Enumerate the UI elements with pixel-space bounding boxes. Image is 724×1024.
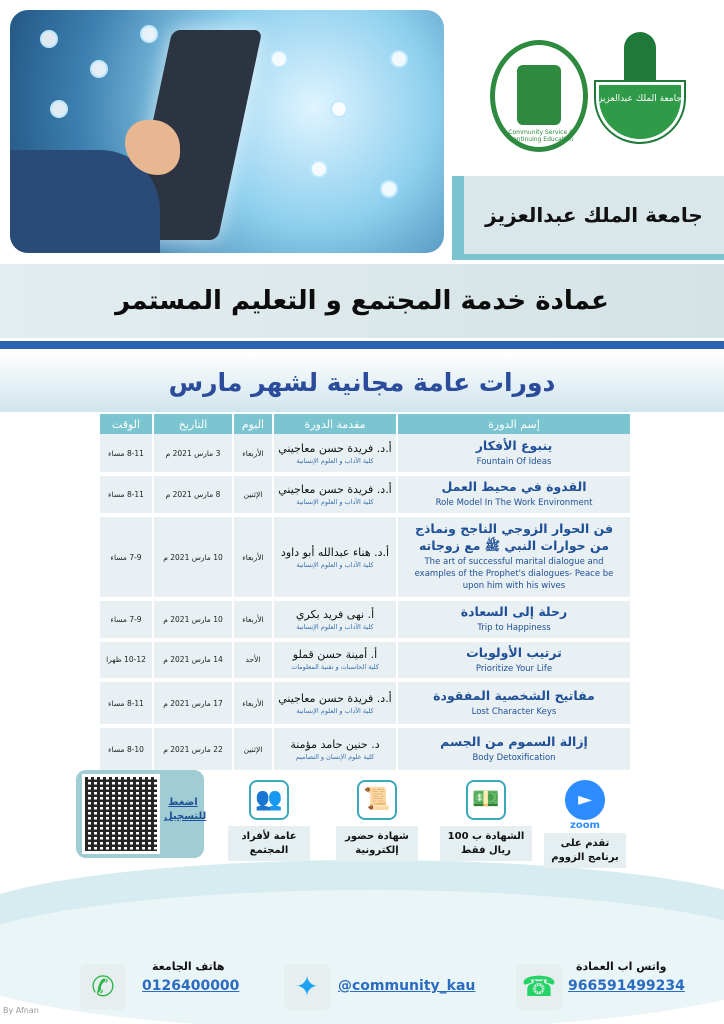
date-cell: 22 مارس 2021 م [154,728,232,774]
course-title-ar: رحلة إلى السعادة [460,604,568,619]
phone-label: هاتف الجامعة [152,960,225,973]
audience-label: عامة لأفراد المجتمع [228,826,310,861]
table-row [100,476,630,517]
presenter-cell [274,601,396,642]
courses-heading-banner [0,352,724,412]
presenter-name: أ.د. فريدة حسن معاجيني [278,441,392,455]
table-row [100,517,630,601]
presenter-college: كلية الآداب و العلوم الإنسانية [296,622,374,631]
presenter-college: كلية الآداب و العلوم الإنسانية [296,498,374,506]
day-cell: الأحد [234,642,272,683]
table-row [100,728,630,774]
column-header: التاريخ [154,414,232,434]
day-cell: الأربعاء [234,517,272,601]
day-cell: الأربعاء [234,601,272,642]
course-name-cell [398,728,630,774]
column-header: مقدمة الدورة [274,414,396,434]
table-row [100,434,630,476]
presenter-name: أ. أمينة حسن قملو [292,648,378,662]
university-name-box [452,176,724,260]
presenter-college: كلية علوم الإنسان و التصاميم [295,752,375,761]
course-title-en: Body Detoxification [472,753,556,764]
course-name-cell [398,682,630,728]
course-title-en: Prioritize Your Life [475,663,553,674]
deanship-banner [0,264,724,338]
date-cell: 10 مارس 2021 م [154,517,232,601]
presenter-college: كلية الحاسبات و تقنية المعلومات [291,663,379,672]
qr-code-icon[interactable] [82,774,160,854]
whatsapp-icon: ☎ [516,964,562,1010]
course-name-cell [398,476,630,517]
presenter-college: كلية الآداب و العلوم الإنسانية [296,706,374,715]
course-title-en: Trip to Happiness [477,623,551,634]
presenter-cell [274,517,396,601]
presenter-cell [274,434,396,476]
course-title-ar: مفاتيح الشخصية المفقودة [433,687,595,703]
register-link[interactable]: اضغط للتسجيل [164,797,207,822]
presenter-name: أ. نهى فريد بكري [295,607,375,621]
presenter-cell [274,682,396,728]
presenter-cell [274,728,396,774]
table-header-row [100,414,630,434]
day-cell: الأربعاء [234,682,272,728]
university-logo [596,32,684,144]
course-title-en: The art of successful marital dialogue and examples of the Prophet's dialogues- Peace be upon him with his wives [414,556,614,592]
course-name-cell [398,434,630,476]
certificate-icon: 📜 [357,780,397,820]
courses-heading: دورات عامة مجانية لشهر مارس [168,367,556,397]
presenter-name: د. حنين حامد مؤمنة [290,737,380,751]
course-title-ar: ترتيب الأولويات [466,644,562,660]
features-row [0,770,724,870]
zoom-label: تقدم على برنامج الزووم [544,833,626,868]
fee-feature [440,780,532,870]
presenter-name: أ.د. فريدة حسن معاجيني [278,483,392,496]
register-card[interactable] [76,770,207,858]
twitter-bird-icon: ✦ [284,964,330,1010]
money-icon: 💵 [466,780,506,820]
network-node-icon [140,25,158,43]
date-cell: 10 مارس 2021 م [154,601,232,642]
watermark: By Afnan [3,1006,39,1015]
courses-table [98,414,632,774]
date-cell: 14 مارس 2021 م [154,642,232,683]
whatsapp-contact [516,958,696,1014]
network-node-icon [310,160,328,178]
course-name-cell [398,601,630,642]
presenter-name: أ.د. هناء عبدالله أبو داود [280,545,390,559]
divider-bar [0,341,724,349]
zoom-feature [544,780,626,870]
university-name: جامعة الملك عبدالعزيز [485,203,703,227]
course-title-en: Fountain Of Ideas [476,456,552,467]
presenter-name: أ.د. فريدة حسن معاجيني [278,691,392,705]
time-cell: 10-12 ظهرا [100,642,152,683]
table-row [100,642,630,683]
network-node-icon [40,30,58,48]
course-title-ar: ينبوع الأفكار [475,437,553,453]
network-node-icon [90,60,108,78]
attendance-feature [336,780,418,870]
course-title-en: Lost Character Keys [471,707,557,718]
course-title-ar: إزالة السموم من الجسم [440,733,588,749]
course-name-cell [398,517,630,601]
time-cell: 7-9 مساء [100,517,152,601]
fee-label: الشهادة ب 100 ريال فقط [440,826,532,861]
day-cell: الإثنين [234,728,272,774]
date-cell: 3 مارس 2021 م [154,434,232,476]
audience-feature [228,780,310,870]
presenter-college: كلية الآداب و العلوم الإنسانية [296,560,374,569]
presenter-college: كلية الآداب و العلوم الإنسانية [296,456,374,465]
course-title-ar: فن الحوار الزوجي الناجح ونماذج من حوارات النبي ﷺ مع زوجاته [414,521,614,553]
course-title-ar: القدوة في محيط العمل [441,479,587,495]
table-row [100,682,630,728]
phone-number[interactable]: 0126400000 [142,978,240,994]
network-node-icon [50,100,68,118]
twitter-contact [284,958,484,1014]
zoom-brand: zoom [570,820,600,831]
logo-shield-text: جامعة الملك عبدالعزيز [598,94,682,104]
date-cell: 8 مارس 2021 م [154,476,232,517]
network-node-icon [270,50,288,68]
logo-ring-text: Community Service & Continuing Education [508,129,574,143]
time-cell: 8-10 مساء [100,728,152,774]
presenter-cell [274,642,396,683]
people-group-icon: 👥 [249,780,289,820]
camera-icon: ► [565,780,605,820]
twitter-handle[interactable]: @community_kau [338,978,476,994]
day-cell: الإثنين [234,476,272,517]
column-header: الوقت [100,414,152,434]
hero-image [10,10,444,253]
table-row [100,601,630,642]
course-title-en: Role Model In The Work Environment [435,498,593,509]
network-node-icon [390,50,408,68]
whatsapp-number[interactable]: 966591499234 [568,978,685,994]
time-cell: 8-11 مساء [100,434,152,476]
date-cell: 17 مارس 2021 م [154,682,232,728]
logo-tower-icon [517,65,561,125]
attendance-label: شهادة حضور إلكترونية [336,826,418,861]
network-node-icon [380,180,398,198]
column-header: إسم الدورة [398,414,630,434]
phone-icon: ✆ [80,964,126,1010]
network-node-icon [330,100,348,118]
column-header: اليوم [234,414,272,434]
deanship-title: عمادة خدمة المجتمع و التعليم المستمر [115,286,609,316]
course-name-cell [398,642,630,683]
presenter-cell [274,476,396,517]
phone-contact [80,958,240,1014]
time-cell: 8-11 مساء [100,476,152,517]
logo-shield-icon [596,82,684,142]
time-cell: 7-9 مساء [100,601,152,642]
whatsapp-label: واتس اب العمادة [576,960,667,973]
time-cell: 8-11 مساء [100,682,152,728]
deanship-logo [490,40,588,152]
day-cell: الأربعاء [234,434,272,476]
